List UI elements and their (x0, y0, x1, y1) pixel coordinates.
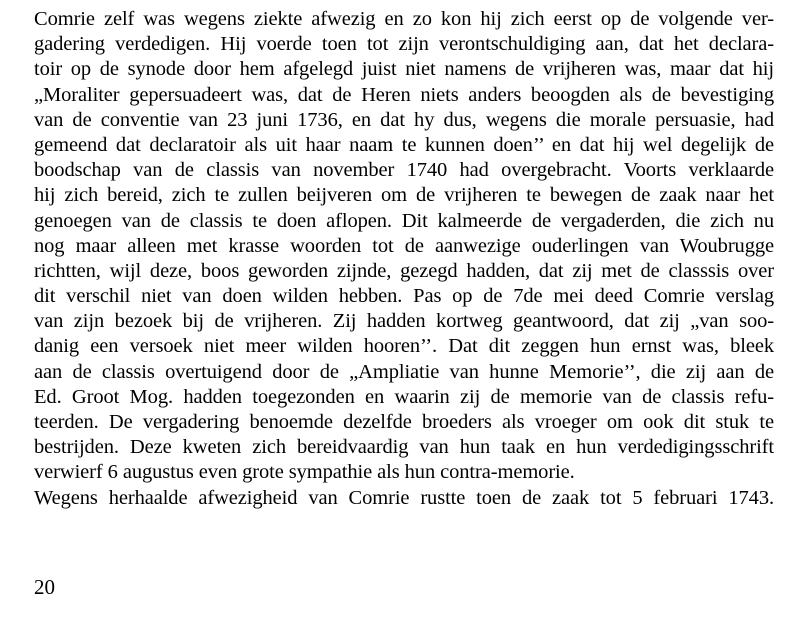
text-line: verwierf 6 augustus even grote sympathie als hun contra-memorie. (34, 461, 575, 484)
text-line: „Moraliter gepersuadeert was, dat de Heren niets anders beoogden als de bevestiging (34, 83, 774, 106)
text-line: gadering verdedigen. Hij voerde toen tot zijn verontschuldiging aan, dat het declara- (34, 33, 774, 56)
text-line: hij zich bereid, zich te zullen beijveren om de vrijheren te bewegen de zaak naar het (34, 184, 774, 207)
text-line: Wegens herhaalde afwezigheid van Comrie rustte toen de zaak tot 5 februari 1743. (34, 486, 774, 509)
text-line: Comrie zelf was wegens ziekte afwezig en zo kon hij zich eerst op de volgende ver- (34, 8, 774, 30)
text-line: aan de classis overtuigend door de „Ampliatie van hunne Memorie’’, die zij aan de (34, 360, 774, 383)
text-line: van de conventie van 23 juni 1736, en dat hy dus, wegens die morale persuasie, had (34, 108, 774, 131)
text-line: Ed. Groot Mog. hadden toegezonden en waarin zij de memorie van de classis refu- (34, 385, 774, 408)
page-number: 20 (34, 575, 55, 599)
text-line: genoegen van de classis te doen aflopen. Dit kalmeerde de vergaderden, die zich nu (34, 209, 774, 232)
text-line: richtten, wijl deze, boos geworden zijnde, gezegd hadden, dat zij met de classsis over (34, 259, 774, 282)
text-line: danig een versoek niet meer wilden hooren’’. Dat dit zeggen hun ernst was, bleek (34, 335, 774, 358)
text-line: dit verschil niet van doen wilden hebben. Pas op de 7de mei deed Comrie verslag (34, 285, 774, 308)
text-line: nog maar alleen met krasse woorden tot de aanwezige ouderlingen van Woubrugge (34, 234, 774, 257)
text-line: bestrijden. Deze kweten zich bereidvaardig van hun taak en hun verdedigingsschrift (34, 436, 774, 459)
text-line: toir op de synode door hem afgelegd juist niet namens de vrijheren was, maar dat hij (34, 58, 774, 81)
body-paragraphs (34, 7, 774, 511)
text-line: gemeend dat declaratoir als uit haar naam te kunnen doen’’ en dat hij wel degelijk de (34, 133, 774, 156)
text-line: teerden. De vergadering benoemde dezelfde broeders als vroeger om ook dit stuk te (34, 411, 774, 433)
text-line: boodschap van de classis van november 1740 had overgebracht. Voorts verklaarde (34, 159, 774, 182)
text-line: van zijn bezoek bij de vrijheren. Zij hadden kortweg geantwoord, dat zij „van soo- (34, 310, 774, 333)
